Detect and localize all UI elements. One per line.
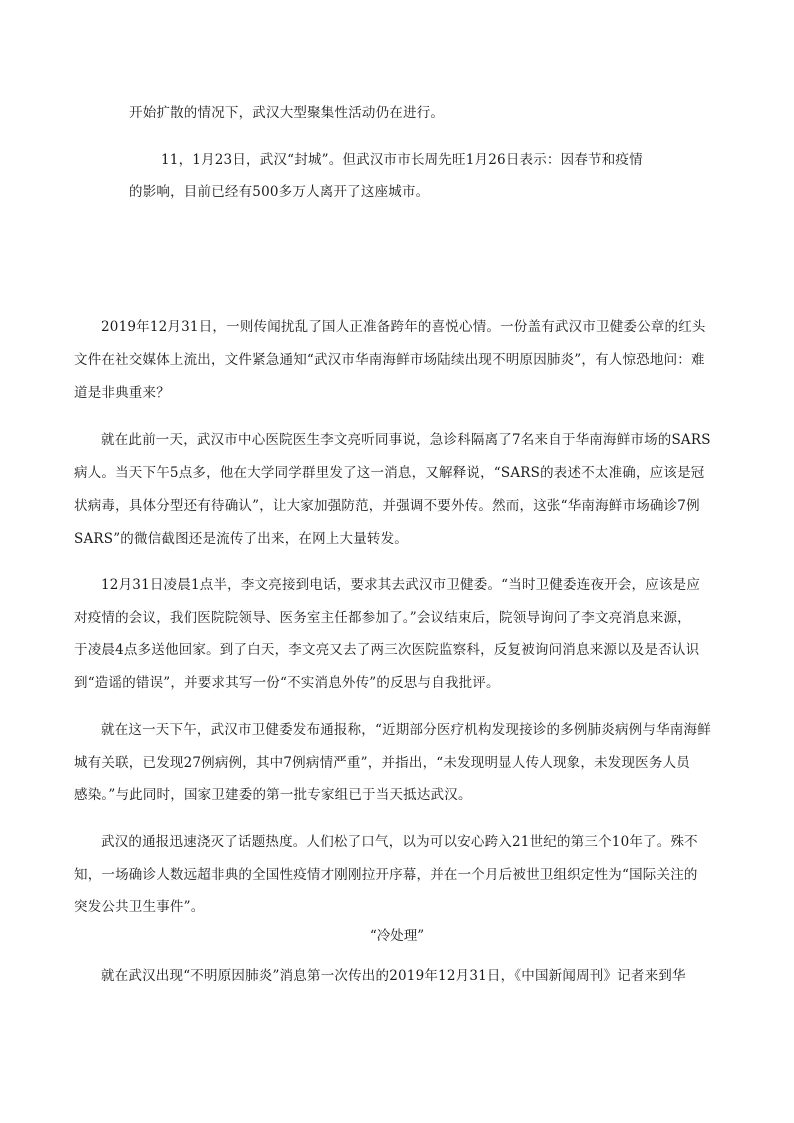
item-11-line-2: 的影响，目前已经有500多万人离开了这座城市。: [129, 184, 430, 200]
paragraph-5-line: 知，一场确诊人数远超非典的全国性疫情才刚刚拉开序幕，并在一个月后被世卫组织定性为“国际关注的: [74, 867, 698, 883]
paragraph-5-line: 武汉的通报迅速浇灭了话题热度。人们松了口气，以为可以安心跨入21世纪的第三个10年了。殊不: [101, 834, 698, 850]
paragraph-2-line: 就在此前一天，武汉市中心医院医生李文亮听同事说，急诊科隔离了7名来自于华南海鲜市场的SARS: [101, 432, 711, 448]
paragraph-1-line: 文件在社交媒体上流出，文件紧急通知“武汉市华南海鲜市场陆续出现不明原因肺炎”，有人惊恐地问：难: [74, 352, 705, 368]
paragraph-6-line: 就在武汉出现“不明原因肺炎”消息第一次传出的2019年12月31日，《中国新闻周刊》记者来到华: [101, 968, 686, 984]
paragraph-1-line: 2019年12月31日，一则传闻扰乱了国人正准备跨年的喜悦心情。一份盖有武汉市卫健委公章的红头: [101, 319, 706, 335]
paragraph-1-line: 道是非典重来？: [74, 385, 170, 401]
paragraph-3-line: 于凌晨4点多送他回家。到了白天，李文亮又去了两三次医院监察科，反复被询问消息来源以及是否认识: [74, 642, 700, 658]
paragraph-3-line: 对疫情的会议，我们医院院领导、医务室主任都参加了。”会议结束后，院领导询问了李文亮消息来源，: [74, 610, 691, 626]
paragraph-4-line: 城有关联，已发现27例病例，其中7例病情严重”，并指出，“未发现明显人传人现象，未发现医务人员: [74, 755, 690, 771]
section-heading: “冷处理”: [369, 928, 425, 944]
paragraph-2-line: SARS”的微信截图还是流传了出来，在网上大量转发。: [74, 531, 409, 547]
paragraph-2-line: 病人。当天下午5点多，他在大学同学群里发了这一消息，又解释说，“SARS的表述不太准确，应该是冠: [74, 465, 705, 481]
paragraph-2-line: 状病毒，具体分型还有待确认”，让大家加强防范，并强调不要外传。然而，这张“华南海鲜市场确诊7例: [74, 498, 700, 514]
paragraph-4-line: 感染。”与此同时，国家卫建委的第一批专家组已于当天抵达武汉。: [74, 787, 472, 803]
paragraph-3-line: 到“造谣的错误”，并要求其写一份“不实消息外传”的反思与自我批评。: [74, 675, 500, 691]
paragraph-5-line: 突发公共卫生事件”。: [74, 899, 205, 915]
intro-line: 开始扩散的情况下，武汉大型聚集性活动仍在进行。: [129, 105, 445, 121]
paragraph-4-line: 就在这一天下午，武汉市卫健委发布通报称，“近期部分医疗机构发现接诊的多例肺炎病例与华南海鲜: [101, 722, 711, 738]
paragraph-3-line: 12月31日凌晨1点半，李文亮接到电话，要求其去武汉市卫健委。“当时卫健委连夜开会，应该是应: [101, 577, 701, 593]
item-11-line-1: 11，1月23日，武汉“封城”。但武汉市市长周先旺1月26日表示：因春节和疫情: [161, 152, 643, 168]
